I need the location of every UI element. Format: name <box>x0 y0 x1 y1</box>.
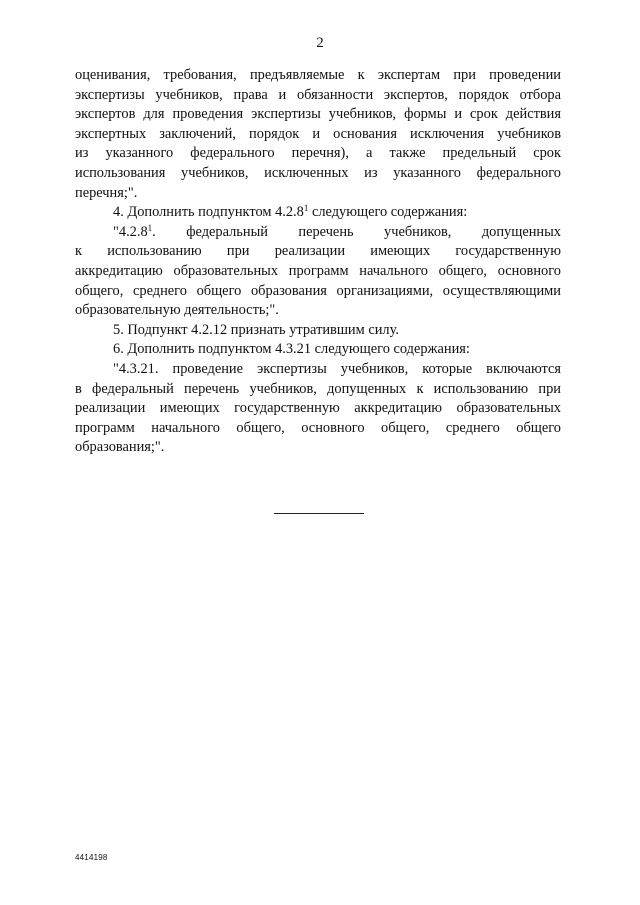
text-line: аккредитацию образовательных программ начального общего, основного <box>75 262 561 279</box>
paragraph-item-6-quote <box>75 360 561 458</box>
text-line <box>75 223 561 243</box>
text-line: в федеральный перечень учебников, допущенных к использованию при <box>75 380 561 397</box>
text-line: использования учебников, исключенных из указанного федерального <box>75 164 561 181</box>
text-line: к использованию при реализации имеющих государственную <box>75 243 561 260</box>
item-4-prefix: 4. Дополнить подпунктом 4.2.8 <box>113 204 304 221</box>
paragraph-item-4-quote <box>75 223 561 321</box>
paragraph-item-4 <box>75 203 561 223</box>
text-line: общего, среднего общего образования организациями, осуществляющими <box>75 282 561 299</box>
paragraph-item-5: 5. Подпункт 4.2.12 признать утратившим силу. <box>113 321 399 338</box>
text-line: реализации имеющих государственную аккредитацию образовательных <box>75 400 561 417</box>
text-line: экспертизы учебников, права и обязанности экспертов, порядок отбора <box>75 86 561 103</box>
text-line: оценивания, требования, предъявляемые к экспертам при проведении <box>75 67 561 83</box>
quote-suffix: . федеральный перечень учебников, допущенных <box>152 223 561 240</box>
document-body <box>75 66 561 458</box>
closing-rule <box>274 513 364 514</box>
quote-superscript: 1 <box>147 222 153 233</box>
text-line: программ начального общего, основного общего, среднего общего <box>75 419 561 436</box>
item-4-superscript: 1 <box>303 203 309 214</box>
page-number: 2 <box>316 35 324 51</box>
text-line: из указанного федерального перечня), а также предельный срок <box>75 145 561 162</box>
quote-prefix: "4.2.8 <box>113 223 148 240</box>
text-line: экспертов для проведения экспертизы учебников, формы и срок действия <box>75 106 561 123</box>
text-line: образования;". <box>75 439 165 456</box>
document-code: 4414198 <box>75 853 108 862</box>
text-line: "4.3.21. проведение экспертизы учебников, которые включаются <box>113 360 561 377</box>
text-line: образовательную деятельность;". <box>75 302 279 319</box>
item-4-suffix: следующего содержания: <box>308 204 468 221</box>
paragraph-item-6: 6. Дополнить подпунктом 4.3.21 следующего содержания: <box>113 341 470 358</box>
text-line: экспертных заключений, порядок и основания исключения учебников <box>75 125 561 142</box>
text-line: перечня;". <box>75 184 138 201</box>
paragraph-continuation <box>75 66 561 203</box>
